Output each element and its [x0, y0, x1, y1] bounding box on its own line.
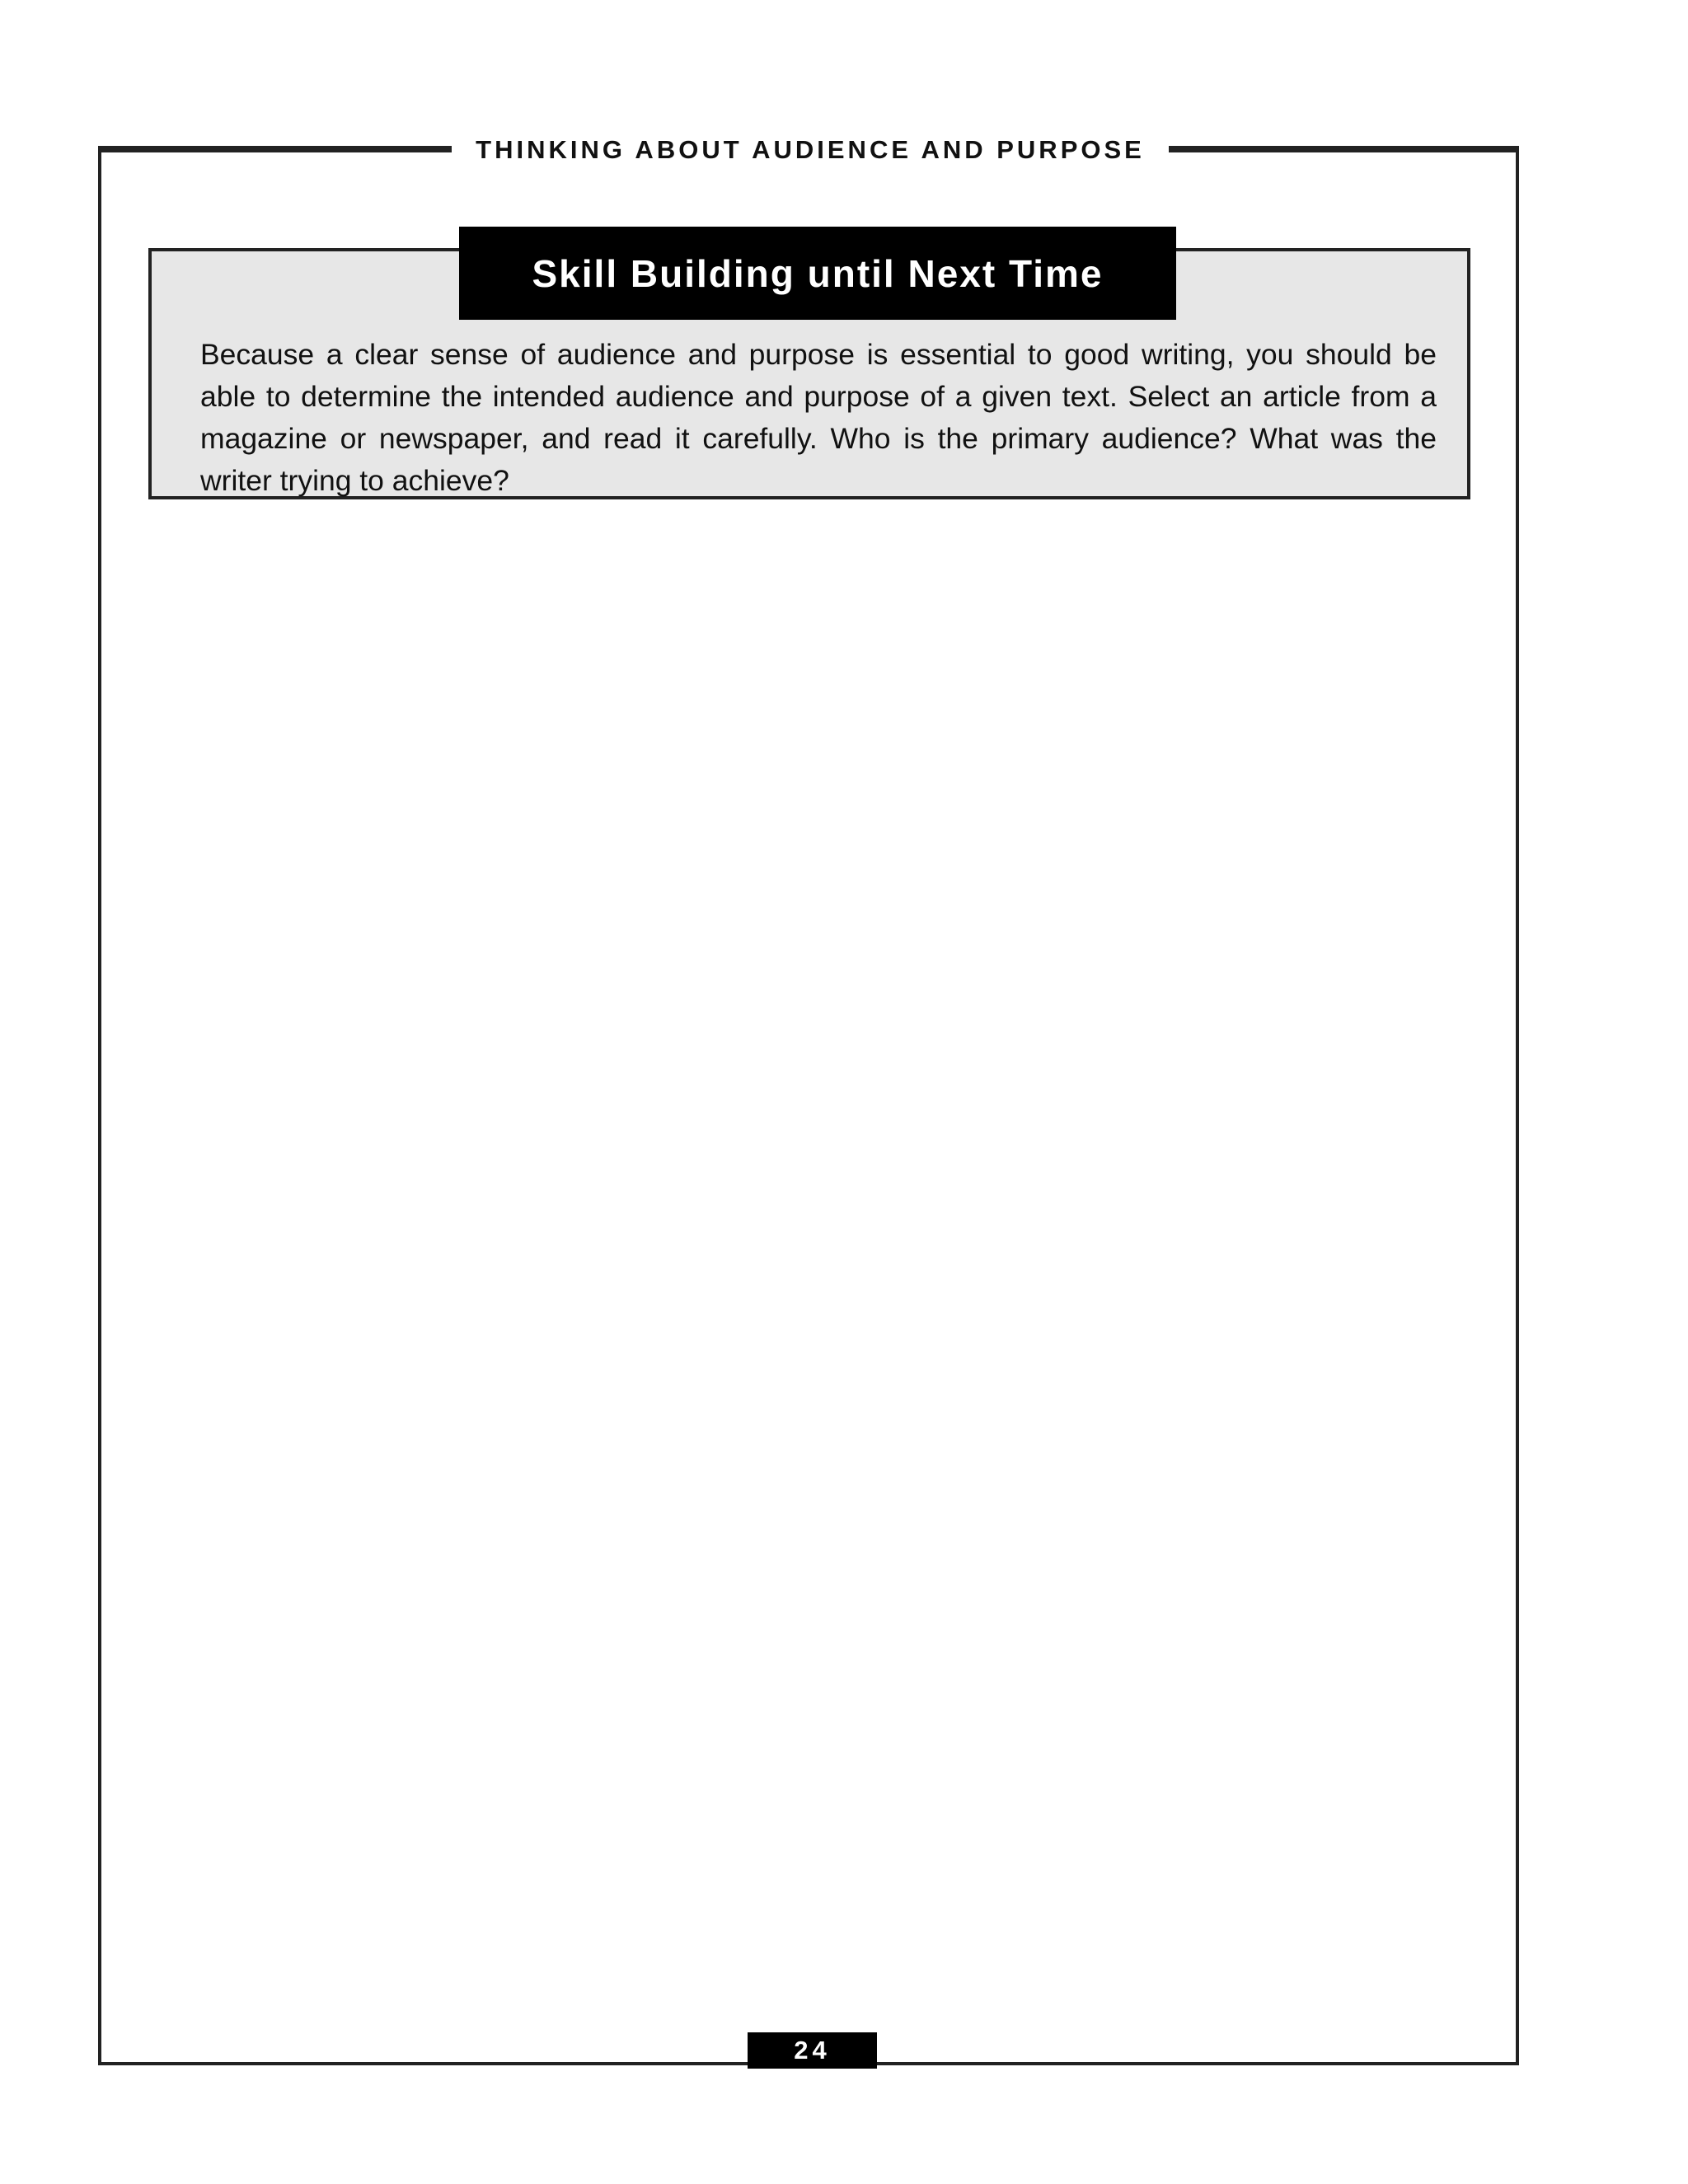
page-number: 24	[748, 2032, 877, 2069]
skill-building-text: Because a clear sense of audience and purpose is essential to good writing, you should be able to determine the intended audience and purpose of a given text. Select an article from a magazine or newspaper, and read it carefully. Who is the primary audience? What was the writer trying to achieve?	[200, 338, 1437, 497]
skill-building-title: Skill Building until Next Time	[459, 227, 1176, 320]
running-head: THINKING ABOUT AUDIENCE AND PURPOSE	[452, 132, 1169, 168]
